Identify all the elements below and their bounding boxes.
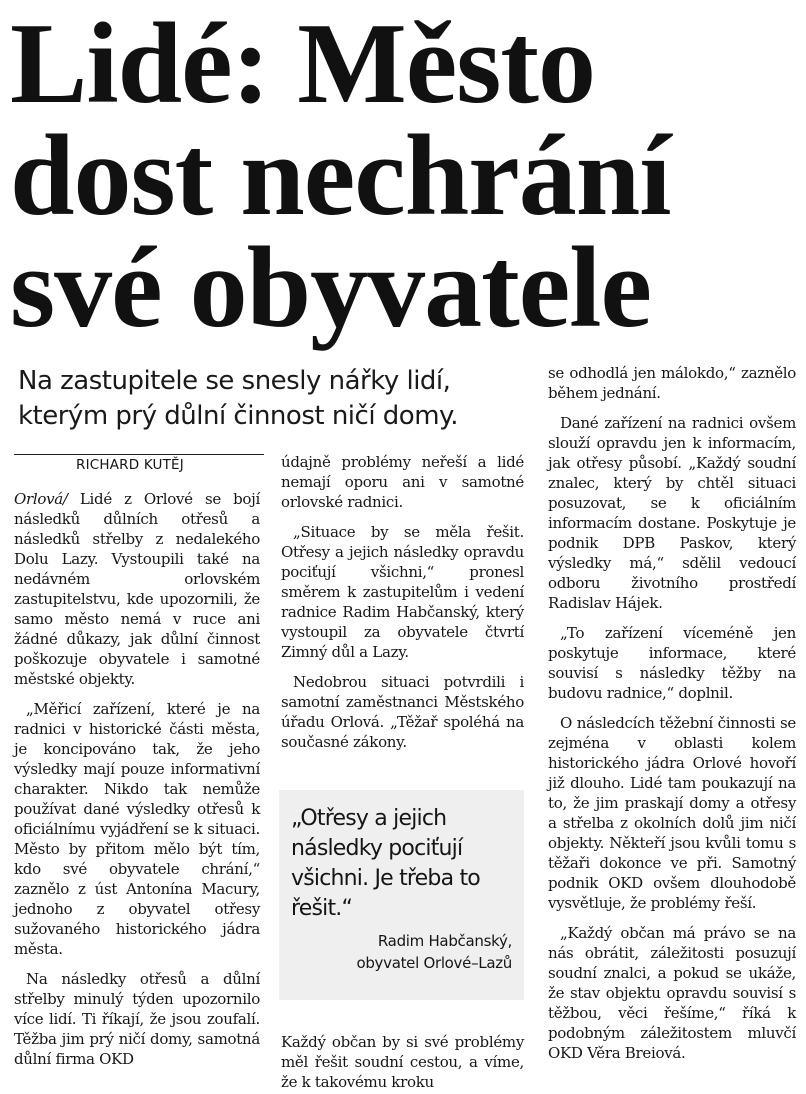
headline-line-3: své obyvatele xyxy=(10,224,651,352)
author-byline: RICHARD KUTĚJ xyxy=(14,454,264,473)
paragraph: Dané zařízení na radnici ovšem slouží opravdu jen k informacím, jak otřesy působí. „Každý soudní znalec, který by chtěl situaci posuzovat, se k oficiálním informacím dostane. Poskytuje je podnik DPB Paskov, který výsledky má,“ sdělil vedoucí odboru životního prostředí Radislav Hájek. xyxy=(548,414,796,612)
paragraph: Každý občan by si své problémy měl řešit soudní cestou, a víme, že k takovému kroku xyxy=(281,1033,524,1091)
pull-quote-box xyxy=(279,790,524,1000)
pull-quote-text: „Otřesy a jejich následky pociťují všichni. Je třeba to řešit.“ xyxy=(291,806,480,921)
article-column-3 xyxy=(548,363,796,1063)
pull-quote-attribution xyxy=(356,930,512,974)
paragraph: se odhodlá jen málokdo,“ zaznělo během jednání. xyxy=(548,364,796,402)
pull-quote-author-role: obyvatel Orlové–Lazů xyxy=(356,954,512,972)
paragraph: O následcích těžební činnosti se zejména v oblasti kolem historického jádra Orlové hovoří již dlouho. Lidé tam poukazují na to, že jim praskají domy a otřesy a střelba z okolních dolů jim ničí objekty. Někteří jsou kvůli tomu s těžaři dokonce ve při. Samotný podnik OKD ovšem dlouhodobě vysvětluje, že problémy řeší. xyxy=(548,714,796,912)
pull-quote-author: Radim Habčanský, xyxy=(377,932,512,950)
paragraph-text: Lidé z Orlové se bojí následků důlních otřesů a následků střelby z nedalekého Dolu Lazy. Vystoupili také na nedávném orlovském zastupitelstvu, kde upozornili, že samo město nemá v ruce ani žádné důkazy, jak důlní činnost poškozuje obyvatele i samotné městské objekty. xyxy=(14,490,261,688)
subheadline xyxy=(18,364,548,434)
paragraph: Nedobrou situaci potvrdili i samotní zaměstnanci Městského úřadu Orlová. „Těžař spoléhá na současné zákony. xyxy=(281,673,524,751)
paragraph: „Měřicí zařízení, které je na radnici v historické části města, je koncipováno tak, že jeho výsledky mají pouze informativní charakter. Nikdo tak nemůže používat dané výsledky otřesů k oficiálnímu vyjádření se k situaci. Město by přitom mělo být tím, kdo své obyvatele chrání,“ zaznělo z úst Antonína Macury, jednoho z obyvatel otřesy sužovaného historického jádra města. xyxy=(14,700,260,958)
headline-line-2: dost nechrání xyxy=(10,112,671,240)
paragraph: „To zařízení víceméně jen poskytuje informace, které souvisí s následky těžby na budovu radnice,“ doplnil. xyxy=(548,624,796,702)
article-column-2-top xyxy=(281,452,524,752)
dateline-place: Orlová/ xyxy=(14,490,68,508)
subheadline-line-2: kterým prý důlní činnost ničí domy. xyxy=(18,401,458,431)
headline-line-1: Lidé: Město xyxy=(10,0,595,128)
paragraph: „Situace by se měla řešit. Otřesy a jejich následky opravdu pociťují všichni,“ pronesl směrem k zastupitelům i vedení radnice Radim Habčanský, který vystoupil za obyvatele čtvrtí Zimný důl a Lazy. xyxy=(281,523,524,661)
headline xyxy=(10,0,800,352)
paragraph: „Každý občan má právo se na nás obrátit, záležitosti posuzují soudní znalci, a pokud se ukáže, že stav objektu opravdu souvisí s těžbou, věci řešíme,“ říká k podobným záležitostem mluvčí OKD Věra Breiová. xyxy=(548,924,796,1062)
article-column-1 xyxy=(14,489,260,1069)
paragraph xyxy=(14,489,260,689)
article-column-2-bottom xyxy=(281,1032,524,1092)
paragraph: Na následky otřesů a důlní střelby minulý týden upozornilo více lidí. Ti říkají, že jsou zoufalí. Těžba jim prý ničí domy, samotná důlní firma OKD xyxy=(14,970,260,1068)
paragraph: údajně problémy neřeší a lidé nemají oporu ani v samotné orlovské radnici. xyxy=(281,453,524,511)
subheadline-line-1: Na zastupitele se snesly nářky lidí, xyxy=(18,366,451,396)
